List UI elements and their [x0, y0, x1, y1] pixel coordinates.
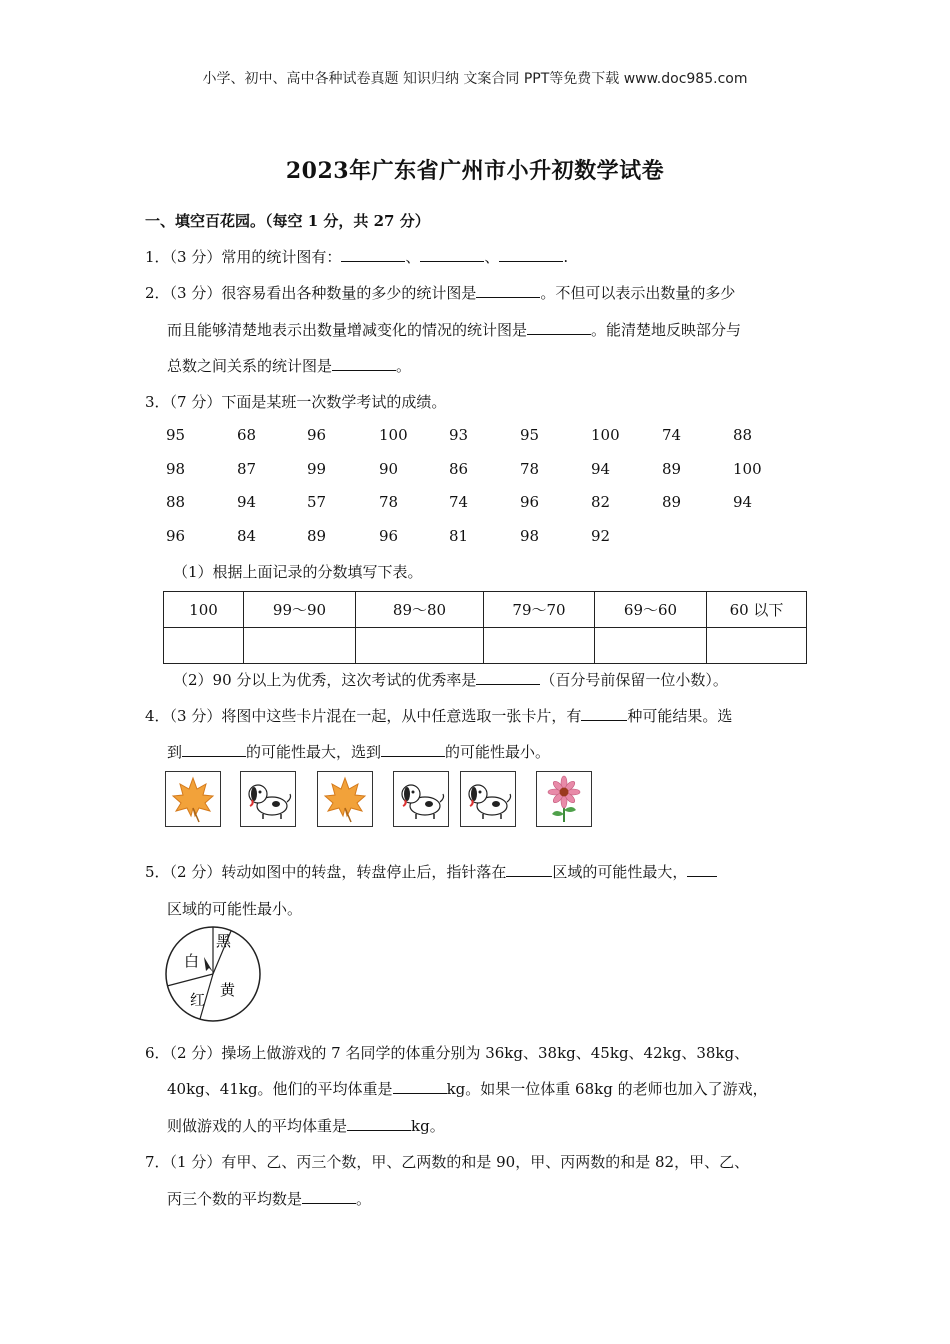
table-header-row [164, 592, 807, 628]
score: 96 [520, 493, 540, 511]
question-5-line-2: 区域的可能性最小。 [167, 900, 303, 918]
answer-blank[interactable] [332, 356, 396, 371]
score: 74 [662, 426, 682, 444]
score: 89 [662, 493, 682, 511]
table-header-cell: 89～80 [356, 592, 484, 628]
score: 88 [733, 426, 753, 444]
score: 92 [591, 527, 611, 545]
question-6-line-3: 则做游戏的人的平均体重是 kg。 [167, 1117, 445, 1135]
maple-leaf-icon [318, 772, 372, 826]
question-6-line-2: 40kg、41kg。他们的平均体重是 kg。如果一位体重 68kg 的老师也加入了游戏， [167, 1080, 768, 1098]
question-1: 1．（3 分）常用的统计图有： 、 、 . [145, 248, 569, 266]
answer-blank[interactable] [476, 283, 540, 298]
score: 89 [662, 460, 682, 478]
table-answer-cell[interactable] [707, 628, 807, 664]
site-header: 小学、初中、高中各种试卷真题 知识归纳 文案合同 PPT等免费下载 www.doc985.com [202, 71, 748, 87]
answer-blank[interactable] [527, 320, 591, 335]
table-answer-cell[interactable] [595, 628, 707, 664]
maple-leaf-card [165, 771, 221, 827]
score: 90 [379, 460, 399, 478]
dog-icon [241, 772, 295, 826]
answer-blank[interactable] [687, 862, 717, 877]
table-header-cell: 79～70 [484, 592, 595, 628]
answer-blank[interactable] [420, 247, 484, 262]
score: 96 [379, 527, 399, 545]
score: 100 [591, 426, 620, 444]
score: 78 [379, 493, 399, 511]
question-4-line-1: 4．（3 分）将图中这些卡片混在一起，从中任意选取一张卡片，有 种可能结果。选 [145, 707, 733, 725]
score: 93 [449, 426, 469, 444]
region-yellow-label: 黄 [220, 981, 236, 999]
dog-card [240, 771, 296, 827]
score: 100 [733, 460, 762, 478]
region-white-label: 白 [184, 952, 200, 970]
flower-icon [537, 772, 591, 826]
question-number: 6． [145, 1044, 170, 1062]
question-number: 2． [145, 284, 170, 302]
score: 98 [520, 527, 540, 545]
score: 94 [591, 460, 611, 478]
score: 81 [449, 527, 469, 545]
answer-blank[interactable] [476, 670, 540, 685]
question-2-line-3: 总数之间关系的统计图是 。 [167, 357, 412, 375]
score-table [163, 591, 807, 664]
table-answer-row [164, 628, 807, 664]
question-3: 3．（7 分）下面是某班一次数学考试的成绩。 [145, 393, 447, 411]
score: 89 [307, 527, 327, 545]
score: 78 [520, 460, 540, 478]
score: 87 [237, 460, 257, 478]
section-heading: 一、填空百花园。（每空 1 分，共 27 分） [145, 212, 430, 230]
table-header-cell: 99～90 [244, 592, 356, 628]
question-2-line-2: 而且能够清楚地表示出数量增减变化的情况的统计图是 。能清楚地反映部分与 [167, 321, 742, 339]
question-number: 5． [145, 863, 170, 881]
table-header-cell: 100 [164, 592, 244, 628]
dog-card [460, 771, 516, 827]
score: 99 [307, 460, 327, 478]
question-7-line-1: 7．（1 分）有甲、乙、丙三个数，甲、乙两数的和是 90，甲、丙两数的和是 82，甲、乙、 [145, 1153, 750, 1171]
score: 96 [166, 527, 186, 545]
question-3-sub-2: （2）90 分以上为优秀，这次考试的优秀率是 （百分号前保留一位小数）。 [173, 671, 728, 689]
question-4-line-2: 到 的可能性最大，选到 的可能性最小。 [167, 743, 551, 761]
table-answer-cell[interactable] [164, 628, 244, 664]
question-number: 1． [145, 248, 170, 266]
question-2-line-1: 2．（3 分）很容易看出各种数量的多少的统计图是 。不但可以表示出数量的多少 [145, 284, 736, 302]
dog-card [393, 771, 449, 827]
question-text: （3 分）常用的统计图有： [169, 248, 342, 266]
score: 95 [520, 426, 540, 444]
answer-blank[interactable] [499, 247, 563, 262]
question-number: 3． [145, 393, 170, 411]
score: 82 [591, 493, 611, 511]
answer-blank[interactable] [182, 742, 246, 757]
score: 94 [237, 493, 257, 511]
answer-blank[interactable] [341, 247, 405, 262]
score: 57 [307, 493, 327, 511]
spinner-wheel [164, 925, 264, 1025]
score: 98 [166, 460, 186, 478]
table-header-cell: 69～60 [595, 592, 707, 628]
table-answer-cell[interactable] [356, 628, 484, 664]
page-title: 2023年广东省广州市小升初数学试卷 [285, 158, 665, 184]
answer-blank[interactable] [393, 1079, 447, 1094]
question-5-line-1: 5．（2 分）转动如图中的转盘，转盘停止后，指针落在 区域的可能性最大， [145, 861, 717, 882]
table-header-cell: 60 以下 [707, 592, 807, 628]
dog-icon [394, 772, 448, 826]
answer-blank[interactable] [302, 1189, 356, 1204]
answer-blank[interactable] [506, 862, 552, 877]
score: 74 [449, 493, 469, 511]
question-number: 4． [145, 707, 170, 725]
score: 88 [166, 493, 186, 511]
score: 86 [449, 460, 469, 478]
table-answer-cell[interactable] [484, 628, 595, 664]
table-answer-cell[interactable] [244, 628, 356, 664]
region-black-label: 黑 [216, 932, 232, 950]
score: 95 [166, 426, 186, 444]
score: 94 [733, 493, 753, 511]
question-number: 7． [145, 1153, 170, 1171]
answer-blank[interactable] [347, 1116, 411, 1131]
score: 84 [237, 527, 257, 545]
score: 96 [307, 426, 327, 444]
region-red-label: 红 [190, 991, 206, 1009]
maple-leaf-icon [166, 772, 220, 826]
question-7-line-2: 丙三个数的平均数是 。 [167, 1190, 372, 1208]
score: 100 [379, 426, 408, 444]
question-6-line-1: 6．（2 分）操场上做游戏的 7 名同学的体重分别为 36kg、38kg、45kg、42kg、38kg、 [145, 1044, 750, 1062]
score: 68 [237, 426, 257, 444]
maple-leaf-card [317, 771, 373, 827]
answer-blank[interactable] [581, 706, 627, 721]
answer-blank[interactable] [381, 742, 445, 757]
flower-card [536, 771, 592, 827]
dog-icon [461, 772, 515, 826]
question-3-sub-1: （1）根据上面记录的分数填写下表。 [173, 563, 423, 581]
